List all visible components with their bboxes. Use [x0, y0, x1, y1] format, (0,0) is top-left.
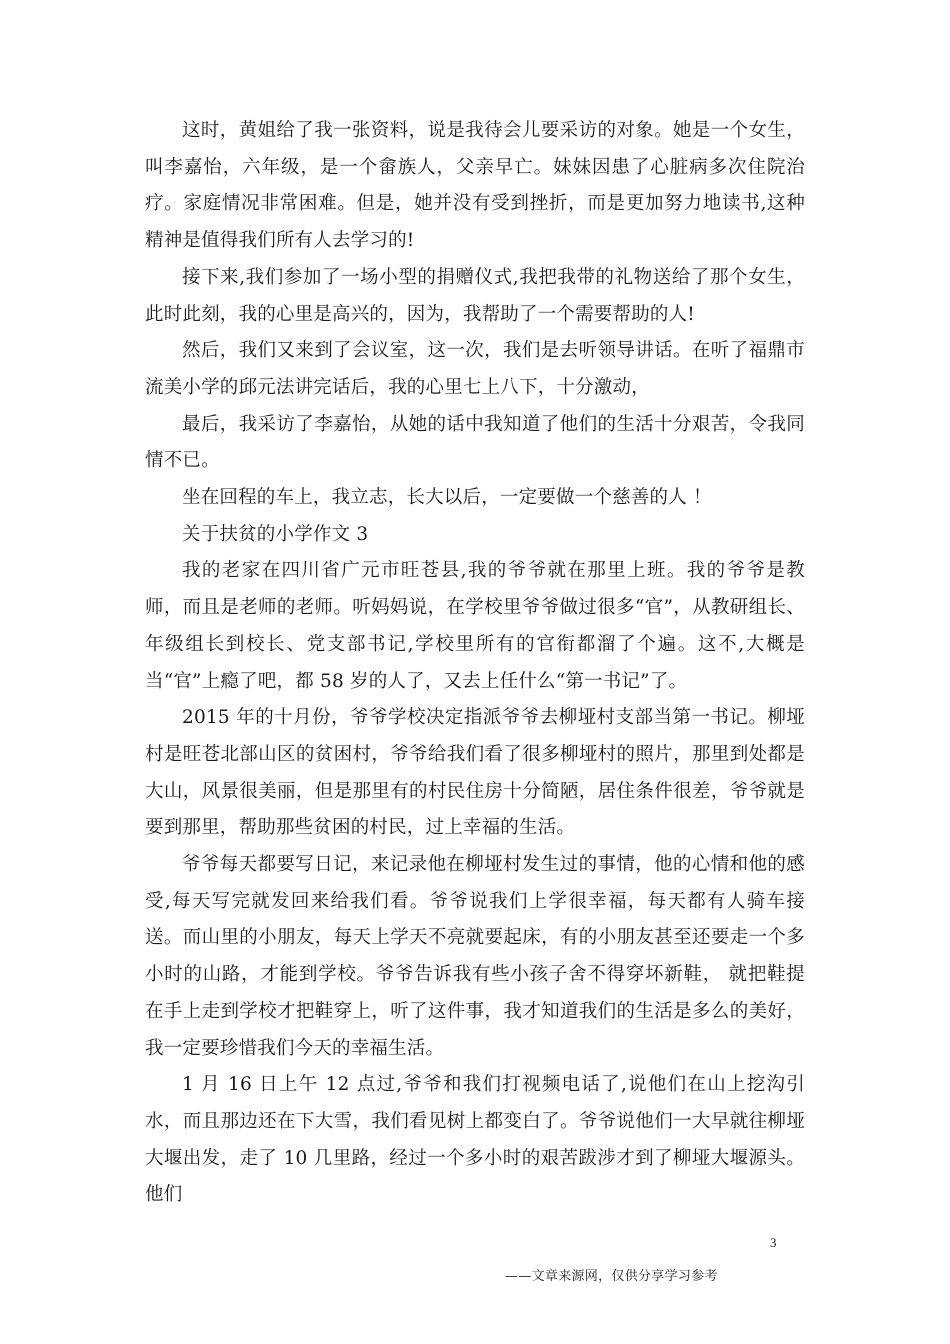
paragraph-3: 然后，我们又来到了会议室，这一次，我们是去听领导讲话。在听了福鼎市流美小学的邱元法讲完话后，我的心里七上八下，十分激动，	[145, 340, 805, 398]
footer-note: ——文章来源网，仅供分享学习参考	[505, 1269, 718, 1284]
paragraph-8: 2015 年的十月份，爷爷学校决定指派爷爷去柳垭村支部当第一书记。柳垭村是旺苍北部山区的贫困村，爷爷给我们看了很多柳垭村的照片，那里到处都是大山，风景很美丽，但是那里有的村民住房十分简陋，居住条件很差，爷爷就是要到那里，帮助那些贫困的村民，过上幸福的生活。	[145, 707, 805, 839]
page-number: 3	[770, 1235, 777, 1250]
paragraph-7: 我的老家在四川省广元市旺苍县,我的爷爷就在那里上班。我的爷爷是教师，而且是老师的老师。听妈妈说，在学校里爷爷做过很多“官”，从教研组长、年级组长到校长、党支部书记,学校里所有的官衔都溜了个遍。这不,大概是当“官”上瘾了吧，都 58 岁的人了，又去上任什么“第一书记”了。	[145, 560, 805, 692]
document-body	[145, 113, 805, 1214]
paragraph-1: 这时，黄姐给了我一张资料，说是我待会儿要采访的对象。她是一个女生，叫李嘉怡，六年级，是一个畲族人，父亲早亡。妹妹因患了心脏病多次住院治疗。家庭情况非常困难。但是，她并没有受到挫折，而是更加努力地读书,这种精神是值得我们所有人去学习的!	[145, 120, 805, 252]
section-heading: 关于扶贫的小学作文 3	[182, 523, 369, 545]
paragraph-4: 最后，我采访了李嘉怡，从她的话中我知道了他们的生活十分艰苦，令我同情不已。	[145, 413, 805, 472]
paragraph-2: 接下来,我们参加了一场小型的捐赠仪式,我把我带的礼物送给了那个女生，此时此刻，我的心里是高兴的，因为，我帮助了一个需要帮助的人!	[145, 266, 805, 325]
paragraph-9: 爷爷每天都要写日记，来记录他在柳垭村发生过的事情，他的心情和他的感受,每天写完就发回来给我们看。爷爷说我们上学很幸福，每天都有人骑车接送。而山里的小朋友，每天上学天不亮就要起床，有的小朋友甚至还要走一个多小时的山路，才能到学校。爷爷告诉我有些小孩子舍不得穿坏新鞋， 就把鞋提在手上走到学校才把鞋穿上，听了这件事，我才知道我们的生活是多么的美好，我一定要珍惜我们今天的幸福生活。	[145, 854, 805, 1059]
paragraph-5: 坐在回程的车上，我立志，长大以后，一定要做一个慈善的人 ！	[182, 487, 712, 509]
paragraph-10: 1 月 16 日上午 12 点过,爷爷和我们打视频电话了,说他们在山上挖沟引水，而且那边还在下大雪，我们看见树上都变白了。爷爷说他们一大早就往柳垭大堰出发，走了 10 几里路，经过一个多小时的艰苦跋涉才到了柳垭大堰源头。他们	[145, 1074, 805, 1206]
